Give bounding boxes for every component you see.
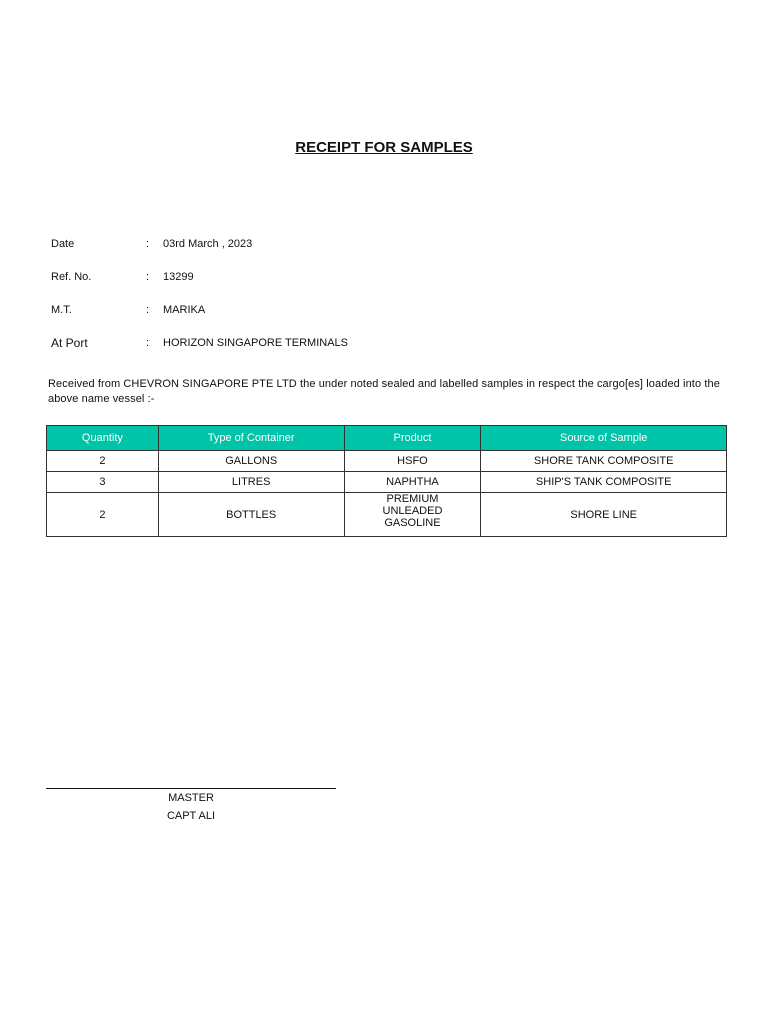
cell-product: HSFO <box>344 451 481 472</box>
document-title: RECEIPT FOR SAMPLES <box>295 139 473 156</box>
date-separator: : <box>146 238 150 250</box>
cell-product: NAPHTHA <box>344 472 481 493</box>
header-source-of-sample: Source of Sample <box>481 426 727 451</box>
cell-container: GALLONS <box>158 451 344 472</box>
table-header-row <box>47 426 727 451</box>
table-row <box>47 451 727 472</box>
ref-value: 13299 <box>163 271 194 283</box>
cell-quantity: 2 <box>47 451 159 472</box>
mt-separator: : <box>146 304 150 316</box>
mt-label: M.T. <box>51 304 72 316</box>
ref-separator: : <box>146 271 150 283</box>
mt-value: MARIKA <box>163 304 206 316</box>
port-label: At Port <box>51 336 88 350</box>
cell-quantity: 3 <box>47 472 159 493</box>
ref-label: Ref. No. <box>51 271 92 283</box>
header-quantity: Quantity <box>47 426 159 451</box>
table-row <box>47 472 727 493</box>
cell-source: SHORE TANK COMPOSITE <box>481 451 727 472</box>
header-product: Product <box>344 426 481 451</box>
signature-line <box>46 788 336 789</box>
port-separator: : <box>146 337 150 349</box>
date-value: 03rd March , 2023 <box>163 238 253 250</box>
cell-container: LITRES <box>158 472 344 493</box>
header-type-of-container: Type of Container <box>158 426 344 451</box>
table-row <box>47 493 727 537</box>
cell-source: SHIP'S TANK COMPOSITE <box>481 472 727 493</box>
cell-quantity: 2 <box>47 493 159 537</box>
samples-table <box>46 425 727 537</box>
cell-container: BOTTLES <box>158 493 344 537</box>
cell-source: SHORE LINE <box>481 493 727 537</box>
port-value: HORIZON SINGAPORE TERMINALS <box>163 337 348 349</box>
signature-name: CAPT ALI <box>166 810 216 822</box>
cell-product: PREMIUM UNLEADED GASOLINE <box>344 493 481 537</box>
date-label: Date <box>51 238 75 250</box>
received-statement: Received from CHEVRON SINGAPORE PTE LTD the under noted sealed and labelled samples in respect the cargo[es] loaded into the above name vessel :- <box>48 378 720 405</box>
signature-role: MASTER <box>168 792 214 804</box>
